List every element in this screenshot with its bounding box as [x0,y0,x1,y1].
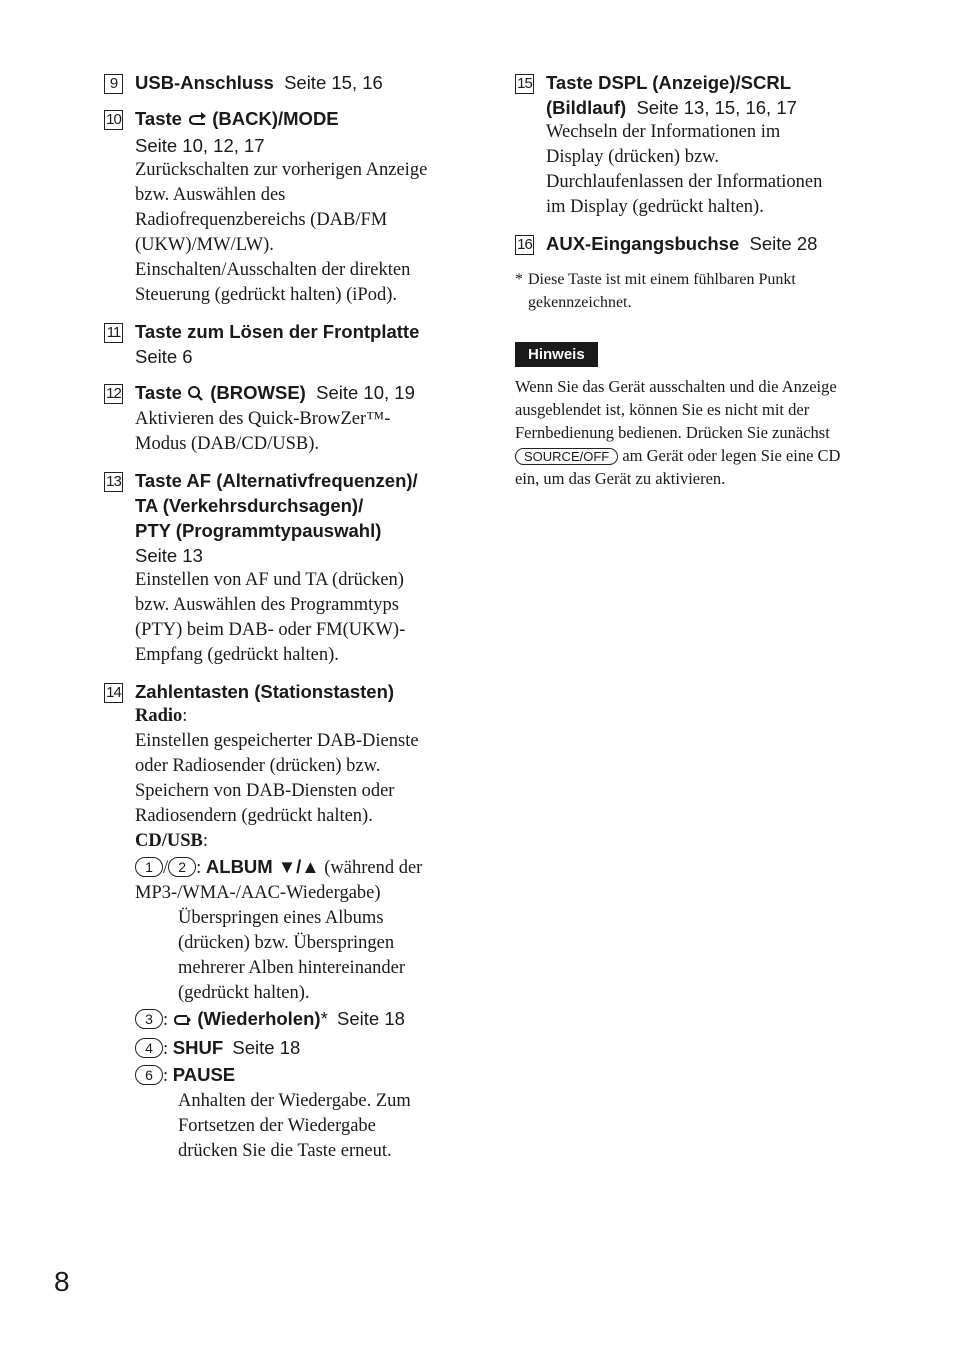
page-ref: Seite 10, 19 [316,382,415,403]
pause-label: PAUSE [172,1064,236,1085]
desc-line: im Display (gedrückt halten). [546,197,764,217]
footnote-mark: * [515,271,523,288]
desc-line: (PTY) beim DAB- oder FM(UKW)- [135,620,406,640]
item-title: USB-Anschluss [135,72,274,93]
item-title-a: Taste [135,382,182,403]
hinweis-line: ausgeblendet ist, können Sie es nicht mit der [515,400,810,419]
hinweis-line: ein, um das Gerät zu aktivieren. [515,469,726,488]
item-number: 14 [104,683,123,703]
magnifier-icon [187,382,205,407]
item-number: 16 [515,235,534,255]
desc-line: mehrerer Alben hintereinander [178,958,406,978]
desc-line: Speichern von DAB-Diensten oder [135,781,395,801]
key-3: 3 [135,1009,163,1029]
item-12 [104,380,464,457]
item-16 [515,231,885,256]
desc-line: Einschalten/Ausschalten der direkten [135,260,411,280]
item-title: Taste zum Lösen der Frontplatte [135,321,420,342]
desc-line: Radiofrequenzbereichs (DAB/FM [135,210,388,230]
radio-label: Radio [135,706,183,726]
right-column [515,70,885,490]
item-title-b: (BROWSE) [210,382,306,403]
item-title: AUX-Eingangsbuchse [546,233,740,254]
colon: : [163,1039,169,1059]
item-number: 9 [104,74,123,94]
repeat-icon [173,1010,193,1035]
colon: : [196,858,202,878]
desc-line: Empfang (gedrückt halten). [135,645,339,665]
repeat-label: (Wiederholen) [197,1008,321,1029]
item-number: 11 [104,323,123,343]
hinweis-line: am Gerät oder legen Sie eine CD [622,446,841,465]
item-number: 12 [104,384,123,404]
page-ref: Seite 28 [749,233,818,254]
cdusb-label: CD/USB [135,831,203,851]
key-6: 6 [135,1065,163,1085]
desc-line: Aktivieren des Quick-BrowZer™- [135,409,391,429]
footnote-line: Diese Taste ist mit einem fühlbaren Punkt [528,271,796,288]
item-15 [515,70,885,220]
item-number: 10 [104,110,123,130]
desc-line: (UKW)/MW/LW). [135,235,274,255]
page-number: 8 [54,1266,70,1297]
colon: : [202,831,208,851]
key-2: 2 [168,857,196,877]
item-title-line: Taste AF (Alternativfrequenzen)/ [135,470,418,491]
desc-line: Display (drücken) bzw. [546,147,719,167]
desc-line: Einstellen von AF und TA (drücken) [135,570,404,590]
desc-line: Wechseln der Informationen im [546,122,781,142]
desc-line: Zurückschalten zur vorherigen Anzeige [135,160,428,180]
desc-line: (gedrückt halten). [178,983,310,1003]
left-column [104,70,464,1164]
hinweis-line: Fernbedienung bedienen. Drücken Sie zunächst [515,423,830,442]
page-ref: Seite 15, 16 [284,72,383,93]
footnote-line: gekennzeichnet. [528,294,632,311]
desc-line: Fortsetzen der Wiedergabe [178,1116,376,1136]
page-ref: Seite 18 [232,1037,301,1058]
item-title-b: (Bildlauf) [546,97,627,118]
item-title-line: TA (Verkehrsdurchsagen)/ [135,495,364,516]
key-1: 1 [135,857,163,877]
desc-line: oder Radiosender (drücken) bzw. [135,756,381,776]
desc-line: Einstellen gespeicherter DAB-Dienste [135,731,419,751]
item-13 [104,468,464,668]
key-4: 4 [135,1038,163,1058]
item-title-a: Taste [135,108,182,129]
footnote-mark: * [320,1008,328,1029]
page-ref: Seite 13, 15, 16, 17 [636,97,797,118]
page-ref: Seite 13 [135,545,203,566]
item-title-line: PTY (Programmtypauswahl) [135,520,382,541]
desc-line: Anhalten der Wiedergabe. Zum [178,1091,411,1111]
colon: : [182,706,188,726]
hinweis-box [515,342,885,490]
item-number: 15 [515,74,534,94]
desc-line: Modus (DAB/CD/USB). [135,434,319,454]
desc-line: Durchlaufenlassen der Informationen [546,172,823,192]
desc-line: Überspringen eines Albums [178,908,384,928]
colon: : [163,1066,169,1086]
page-ref: Seite 6 [135,346,193,367]
item-title-b: (BACK)/MODE [212,108,339,129]
desc-line: Radiosendern (gedrückt halten). [135,806,373,826]
item-11 [104,319,464,369]
desc-line: bzw. Auswählen des [135,185,286,205]
item-10 [104,106,464,308]
album-note-2: MP3-/WMA-/AAC-Wiedergabe) [135,883,381,903]
desc-line: bzw. Auswählen des Programmtyps [135,595,399,615]
desc-line: (drücken) bzw. Überspringen [178,933,395,953]
source-off-button-label: SOURCE/OFF [515,448,618,465]
item-number: 13 [104,472,123,492]
slash: / [163,858,169,878]
item-14 [104,679,464,1164]
desc-line: Steuerung (gedrückt halten) (iPod). [135,285,398,305]
colon: : [163,1010,169,1030]
hinweis-line: Wenn Sie das Gerät ausschalten und die Anzeige [515,377,837,396]
desc-line: drücken Sie die Taste erneut. [178,1141,392,1161]
album-note: (während der [324,858,423,878]
page-ref: Seite 10, 12, 17 [135,135,265,156]
item-9 [104,70,464,95]
shuf-label: SHUF [172,1037,224,1058]
page-ref: Seite 18 [337,1008,405,1029]
hinweis-badge: Hinweis [515,342,598,367]
item-title: Zahlentasten (Stationstasten) [135,681,395,702]
album-label: ALBUM ▼/▲ [205,856,320,877]
item-title-a: Taste DSPL (Anzeige)/SCRL [546,72,791,93]
back-arrow-icon [187,108,207,133]
footnote [515,268,885,314]
